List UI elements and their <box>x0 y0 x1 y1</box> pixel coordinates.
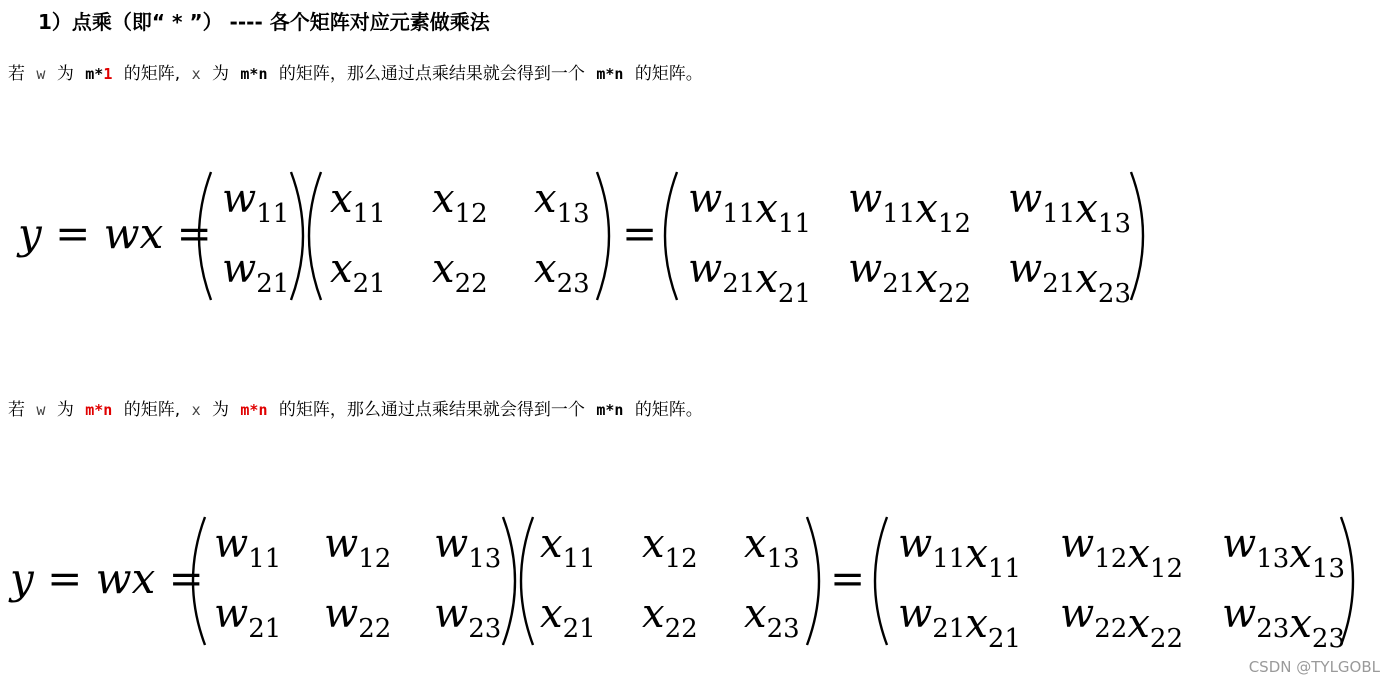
result-matrix-entry: $w_{21}x_{21}$ <box>898 591 1021 654</box>
watermark: CSDN @TYLGOBL <box>1248 658 1380 676</box>
result-matrix-entry: $w_{12}x_{12}$ <box>1060 521 1183 584</box>
x-matrix-entry: $x_{11}$ <box>330 176 386 229</box>
x-matrix-entry: $x_{22}$ <box>432 246 488 299</box>
lhs: y = wx = <box>18 209 212 258</box>
text: 的矩阵，那么通过点乘结果就会得到一个 <box>278 400 585 420</box>
text: 的矩阵，那么通过点乘结果就会得到一个 <box>278 64 585 84</box>
equals-sign: = <box>830 554 866 603</box>
highlight-one: 1 <box>103 65 113 83</box>
x-matrix-entry: $x_{13}$ <box>534 176 590 229</box>
x-matrix-entry: $x_{13}$ <box>744 521 800 574</box>
result-matrix-entry: $w_{11}x_{12}$ <box>848 176 971 239</box>
shape-result: m*n <box>596 65 624 83</box>
equation-1 <box>0 160 1394 310</box>
w-matrix-entry: $w_{11}$ <box>222 176 290 229</box>
result-matrix-entry: $w_{11}x_{13}$ <box>1008 176 1131 239</box>
x-matrix-entry: $x_{23}$ <box>534 246 590 299</box>
text: 若 <box>8 400 25 420</box>
text: 为 <box>56 64 74 84</box>
x-matrix-entry: $x_{12}$ <box>642 521 698 574</box>
x-matrix-entry: $x_{21}$ <box>330 246 386 299</box>
w-matrix-entry: $w_{23}$ <box>434 591 502 644</box>
text: 为 <box>212 64 229 84</box>
result-matrix-entry: $w_{11}x_{11}$ <box>898 521 1021 584</box>
result-matrix-entry: $w_{21}x_{21}$ <box>688 246 811 309</box>
x-matrix-entry: $x_{21}$ <box>540 591 596 644</box>
right-paren <box>1131 172 1143 300</box>
text: 为 <box>56 400 74 420</box>
var-w: w <box>36 401 46 419</box>
result-matrix-entry: $w_{21}x_{23}$ <box>1008 246 1131 309</box>
var-w: w <box>36 65 46 83</box>
right-paren <box>291 172 303 300</box>
text: 的矩阵, <box>123 400 181 420</box>
shape-x: m*n <box>240 65 268 83</box>
section-heading: 1）点乘（即“ * ”） ---- 各个矩阵对应元素做乘法 <box>38 10 490 34</box>
w-matrix-entry: $w_{21}$ <box>214 591 282 644</box>
w-matrix-entry: $w_{12}$ <box>324 521 392 574</box>
text: 为 <box>212 400 229 420</box>
result-matrix-entry: $w_{21}x_{22}$ <box>848 246 971 309</box>
w-matrix-entry: $w_{22}$ <box>324 591 392 644</box>
shape-result: m*n <box>596 401 624 419</box>
var-x: x <box>191 65 201 83</box>
var-x: x <box>191 401 201 419</box>
x-matrix-entry: $x_{11}$ <box>540 521 596 574</box>
w-matrix-entry: $w_{13}$ <box>434 521 502 574</box>
left-paren <box>521 517 533 645</box>
shape-x: m*n <box>240 401 268 419</box>
paragraph-1 <box>8 60 703 88</box>
right-paren <box>597 172 609 300</box>
x-matrix-entry: $x_{22}$ <box>642 591 698 644</box>
result-matrix-entry: $w_{11}x_{11}$ <box>688 176 811 239</box>
left-paren <box>875 517 887 645</box>
shape-w: m*n <box>85 401 113 419</box>
text: 的矩阵。 <box>634 400 703 420</box>
shape-w: m*1 <box>85 65 113 83</box>
lhs: y = wx = <box>10 554 204 603</box>
result-matrix-entry: $w_{23}x_{23}$ <box>1222 591 1345 654</box>
w-matrix-entry: $w_{11}$ <box>214 521 282 574</box>
left-paren <box>309 172 321 300</box>
result-matrix-entry: $w_{22}x_{22}$ <box>1060 591 1183 654</box>
equation-2 <box>0 505 1394 655</box>
text: 的矩阵, <box>123 64 181 84</box>
right-paren <box>807 517 819 645</box>
result-matrix-entry: $w_{13}x_{13}$ <box>1222 521 1345 584</box>
left-paren <box>665 172 677 300</box>
right-paren <box>503 517 515 645</box>
x-matrix-entry: $x_{23}$ <box>744 591 800 644</box>
x-matrix-entry: $x_{12}$ <box>432 176 488 229</box>
text: 若 <box>8 64 25 84</box>
paragraph-2 <box>8 396 703 424</box>
text: 的矩阵。 <box>634 64 703 84</box>
w-matrix-entry: $w_{21}$ <box>222 246 290 299</box>
equals-sign: = <box>622 209 658 258</box>
